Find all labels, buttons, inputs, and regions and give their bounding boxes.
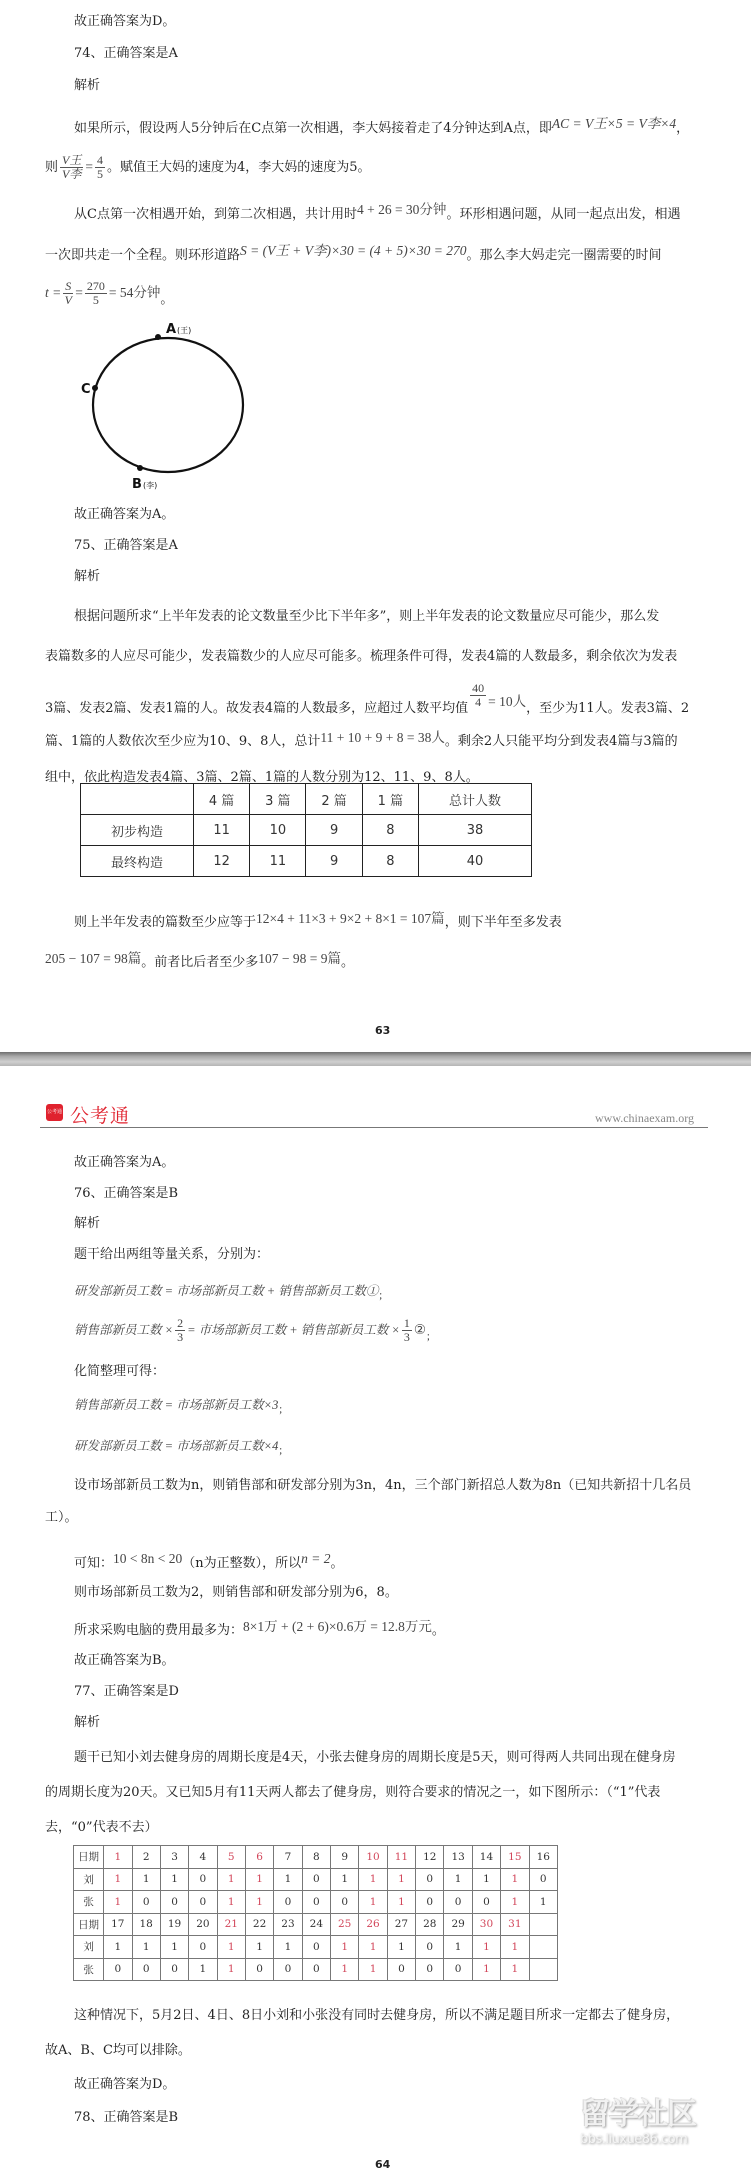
calendar-cell: 1	[274, 1868, 302, 1891]
paragraph-line: 根据问题所求“上半年发表的论文数量至少比下半年多”，则上半年发表的论文数量应尽可能少，那么发	[74, 609, 660, 624]
paragraph-line: 组中，依此构造发表4篇、3篇、2篇、1篇的人数分别为12、11、9、8人。	[45, 770, 479, 785]
calendar-cell: 1	[444, 1936, 472, 1959]
text: 一次即共走一个全程。则环形道路	[45, 248, 241, 263]
page-number: 63	[375, 1024, 391, 1037]
calendar-cell: 25	[331, 1913, 359, 1936]
numerator: 1	[403, 1316, 410, 1330]
gym-calendar-table	[73, 1845, 558, 1981]
formula: 4 + 26 = 30分钟	[356, 202, 447, 217]
calendar-cell: 0	[132, 1891, 160, 1914]
calendar-cell: 1	[104, 1846, 132, 1869]
equation-line	[74, 1438, 288, 1460]
calendar-cell: 0	[104, 1958, 132, 1981]
calendar-cell: 0	[444, 1958, 472, 1981]
calendar-cell: 12	[416, 1846, 444, 1869]
point-a	[155, 334, 161, 340]
denominator: 4	[475, 695, 482, 709]
paragraph-line	[74, 202, 680, 223]
analysis-label: 解析	[74, 1715, 101, 1730]
calendar-row-label: 日期	[74, 1846, 104, 1869]
calendar-cell	[529, 1958, 557, 1981]
calendar-cell: 22	[245, 1913, 273, 1936]
calendar-cell: 1	[217, 1958, 245, 1981]
table-row	[81, 846, 532, 877]
label-a-sub: (王)	[177, 326, 192, 335]
calendar-cell: 0	[416, 1936, 444, 1959]
calendar-cell: 1	[189, 1958, 217, 1981]
formula: 8×1万 + (2 + 6)×0.6万 = 12.8万元	[243, 1619, 432, 1634]
calendar-liu-row	[74, 1868, 558, 1891]
calendar-cell: 0	[160, 1958, 188, 1981]
calendar-cell	[529, 1936, 557, 1959]
calendar-cell: 1	[104, 1891, 132, 1914]
paragraph-line: 则 $\frac{\text{V王}}{\text{V李}}$ = $\frac{4}{5}$ 。赋值王大妈的速度为4，李大妈的速度为5。	[45, 153, 371, 181]
paragraph-line: 设市场部新员工数为n，则销售部和研发部分别为3n，4n，三个部门新招总人数为8n（已知共新招十几名员	[74, 1478, 692, 1493]
calendar-cell: 1	[331, 1958, 359, 1981]
calendar-cell: 20	[189, 1913, 217, 1936]
paragraph-line: 则市场部新员工数为2，则销售部和研发部分别为6，8。	[74, 1585, 398, 1600]
calendar-cell: 0	[189, 1891, 217, 1914]
calendar-zhang-row	[74, 1958, 558, 1981]
text: 则	[45, 160, 59, 175]
calendar-cell: 0	[416, 1868, 444, 1891]
table-cell: 11	[193, 815, 249, 846]
numerator: 2	[177, 1316, 184, 1330]
formula: n = 2	[301, 1551, 331, 1566]
calendar-cell: 1	[160, 1868, 188, 1891]
table-cell: 1 篇	[362, 784, 418, 815]
formula: = 54分钟	[108, 285, 161, 300]
calendar-cell: 1	[472, 1958, 500, 1981]
denominator: 5	[92, 293, 99, 307]
fraction	[85, 280, 107, 307]
calendar-cell: 14	[472, 1846, 500, 1869]
page-separator	[0, 1052, 751, 1066]
calendar-cell	[529, 1913, 557, 1936]
text: （n为正整数），所以	[182, 1556, 302, 1571]
calendar-cell: 0	[331, 1891, 359, 1914]
calendar-cell: 30	[472, 1913, 500, 1936]
formula-line: t = $\frac{S}{V}$ = $\frac{270}{5}$ = 54分钟。	[45, 279, 174, 307]
calendar-cell: 17	[104, 1913, 132, 1936]
calendar-cell: 6	[245, 1846, 273, 1869]
answer-line: 故正确答案为B。	[74, 1653, 175, 1668]
calendar-cell: 0	[472, 1891, 500, 1914]
calendar-cell: 11	[387, 1846, 415, 1869]
calendar-cell: 18	[132, 1913, 160, 1936]
table-cell: 2 篇	[306, 784, 362, 815]
calendar-cell: 1	[472, 1936, 500, 1959]
text: 。赋值王大妈的速度为4，李大妈的速度为5。	[106, 160, 371, 175]
calendar-cell: 5	[217, 1846, 245, 1869]
point-b	[137, 465, 143, 471]
paragraph-line: 的周期长度为20天。又已知5月有11天两人都去了健身房，则符合要求的情况之一，如下图所示：（“1”代表	[45, 1785, 661, 1800]
fraction	[470, 682, 486, 709]
calendar-cell: 0	[529, 1868, 557, 1891]
calendar-cell: 1	[132, 1868, 160, 1891]
calendar-cell: 0	[132, 1958, 160, 1981]
denominator: 3	[403, 1330, 410, 1344]
numerator: 270	[86, 279, 105, 293]
answer-line: 故正确答案为D。	[74, 14, 176, 29]
paragraph-line	[74, 1551, 344, 1572]
paragraph-line: 工）。	[45, 1510, 78, 1525]
label-c: C	[81, 382, 91, 397]
denominator: V李	[62, 167, 82, 181]
label-b: B	[132, 477, 142, 492]
numerator: 40	[472, 681, 485, 695]
calendar-cell: 1	[529, 1891, 557, 1914]
table-cell: 38	[419, 815, 532, 846]
calendar-cell: 2	[132, 1846, 160, 1869]
calendar-cell: 1	[501, 1868, 529, 1891]
paragraph-line	[45, 730, 678, 750]
analysis-label: 解析	[74, 569, 101, 584]
text: ；	[378, 1291, 389, 1302]
formula: 销售部新员工数 ×	[74, 1323, 174, 1337]
formula: ②	[413, 1322, 426, 1337]
label-a: A	[166, 322, 177, 337]
text: 可知：	[74, 1556, 114, 1571]
paragraph-line	[74, 911, 562, 931]
numerator: S	[65, 279, 72, 293]
paragraph-line: 故A、B、C均可以排除。	[45, 2043, 191, 2058]
calendar-cell: 1	[387, 1936, 415, 1959]
calendar-cell: 0	[274, 1958, 302, 1981]
text: 。前者比后者至少多	[141, 955, 259, 970]
fraction	[175, 1317, 185, 1344]
calendar-cell: 26	[359, 1913, 387, 1936]
paragraph-line	[45, 951, 354, 971]
watermark	[580, 2098, 745, 2158]
calendar-cell: 1	[274, 1936, 302, 1959]
calendar-cell: 9	[331, 1846, 359, 1869]
table-cell: 11	[250, 846, 306, 877]
table-cell: 12	[193, 846, 249, 877]
text: 则上半年发表的篇数至少应等于	[74, 915, 257, 930]
logo-text: 公考通	[70, 1105, 131, 1127]
formula: 11 + 10 + 9 + 8 = 38人	[320, 730, 445, 745]
calendar-cell: 1	[387, 1868, 415, 1891]
calendar-cell: 1	[359, 1936, 387, 1959]
calendar-cell: 1	[217, 1891, 245, 1914]
calendar-cell: 1	[217, 1868, 245, 1891]
text: 所求采购电脑的费用最多为：	[74, 1623, 244, 1638]
page-number: 64	[375, 2158, 391, 2171]
calendar-cell: 23	[274, 1913, 302, 1936]
calendar-cell: 13	[444, 1846, 472, 1869]
analysis-label: 解析	[74, 78, 101, 93]
calendar-cell: 0	[302, 1868, 330, 1891]
text: ，	[676, 121, 690, 136]
point-c	[92, 385, 98, 391]
calendar-cell: 1	[472, 1868, 500, 1891]
table-cell: 4 篇	[193, 784, 249, 815]
question-title: 75、正确答案是A	[74, 538, 178, 553]
table-cell: 最终构造	[81, 846, 194, 877]
calendar-cell: 24	[302, 1913, 330, 1936]
formula: 12×4 + 11×3 + 9×2 + 8×1 = 107篇	[256, 911, 445, 926]
formula: AC = V王×5 = V李×4	[551, 116, 677, 131]
calendar-cell: 19	[160, 1913, 188, 1936]
text: 。	[340, 955, 354, 970]
text: 。	[431, 1623, 445, 1638]
calendar-cell: 29	[444, 1913, 472, 1936]
formula: t =	[45, 285, 62, 300]
equation-line	[74, 1315, 436, 1353]
calendar-cell: 1	[104, 1868, 132, 1891]
calendar-date-row	[74, 1846, 558, 1869]
calendar-cell: 0	[302, 1891, 330, 1914]
paragraph-line: 题干已知小刘去健身房的周期长度是4天，小张去健身房的周期长度是5天，则可得两人共同出现在健身房	[74, 1750, 676, 1765]
calendar-cell: 16	[529, 1846, 557, 1869]
calendar-row-label: 日期	[74, 1913, 104, 1936]
label-b-sub: (李)	[143, 481, 158, 490]
denominator: 5	[96, 167, 103, 181]
calendar-date-row	[74, 1913, 558, 1936]
calendar-cell: 28	[416, 1913, 444, 1936]
text: 从C点第一次相遇开始，到第二次相遇，共计用时	[74, 207, 357, 222]
equation-line	[74, 1283, 388, 1305]
text: 。	[160, 292, 174, 307]
watermark-url: bbs.liuxue86.com	[580, 2132, 688, 2147]
denominator: 3	[177, 1330, 184, 1344]
calendar-cell: 8	[302, 1846, 330, 1869]
calendar-cell: 1	[132, 1936, 160, 1959]
calendar-cell: 1	[245, 1891, 273, 1914]
header-url: www.chinaexam.org	[595, 1111, 694, 1125]
calendar-cell: 7	[274, 1846, 302, 1869]
calendar-cell: 1	[444, 1868, 472, 1891]
calendar-row-label: 张	[74, 1891, 104, 1914]
calendar-cell: 1	[359, 1868, 387, 1891]
calendar-cell: 0	[387, 1958, 415, 1981]
calendar-cell: 1	[331, 1868, 359, 1891]
paragraph-line	[45, 682, 689, 724]
analysis-label: 解析	[74, 1216, 101, 1231]
question-title: 78、正确答案是B	[74, 2110, 179, 2125]
formula: = 市场部新员工数 + 销售部新员工数 ×	[187, 1323, 400, 1337]
table-cell: 初步构造	[81, 815, 194, 846]
calendar-cell: 0	[160, 1891, 188, 1914]
calendar-cell: 1	[331, 1936, 359, 1959]
formula: S = (V王 + V李)×30 = (4 + 5)×30 = 270	[240, 243, 467, 258]
formula: 销售部新员工数 = 市场部新员工数×3	[74, 1398, 279, 1412]
text: 。	[330, 1556, 344, 1571]
text: ；	[278, 1405, 289, 1416]
fraction	[60, 154, 83, 181]
paragraph-line	[45, 243, 662, 264]
calendar-cell: 0	[274, 1891, 302, 1914]
answer-line: 故正确答案为D。	[74, 2077, 176, 2092]
calendar-cell: 1	[217, 1936, 245, 1959]
text: ；	[278, 1446, 289, 1457]
numerator: 4	[96, 153, 103, 167]
calendar-liu-row	[74, 1936, 558, 1959]
calendar-cell: 0	[245, 1958, 273, 1981]
text: 如果所示，假设两人5分钟后在C点第一次相遇，李大妈接着走了4分钟达到A点，即	[74, 121, 552, 136]
calendar-cell: 0	[444, 1891, 472, 1914]
paragraph-line: 表篇数多的人应尽可能少，发表篇数少的人应尽可能多。梳理条件可得，发表4篇的人数最多，剩余依次为发表	[45, 649, 678, 664]
calendar-cell: 0	[189, 1868, 217, 1891]
answer-line: 故正确答案为A。	[74, 507, 175, 522]
calendar-cell: 10	[359, 1846, 387, 1869]
text: ，则下半年至多发表	[444, 915, 562, 930]
question-title: 74、正确答案是A	[74, 46, 178, 61]
table-cell	[81, 784, 194, 815]
calendar-cell: 0	[416, 1958, 444, 1981]
paragraph-line	[74, 1619, 445, 1639]
calendar-cell: 15	[501, 1846, 529, 1869]
text: 。环形相遇问题，从同一起点出发，相遇	[446, 207, 681, 222]
calendar-cell: 21	[217, 1913, 245, 1936]
calendar-row-label: 刘	[74, 1936, 104, 1959]
construction-table	[80, 783, 532, 877]
calendar-cell: 27	[387, 1913, 415, 1936]
formula: 研发部新员工数 = 市场部新员工数×4	[74, 1439, 279, 1453]
formula: 研发部新员工数 = 市场部新员工数 + 销售部新员工数①	[74, 1284, 379, 1298]
formula: = 10人	[488, 694, 527, 709]
text: ，至少为11人。发表3篇、2	[526, 701, 690, 716]
table-cell: 总计人数	[419, 784, 532, 815]
text: 。剩余2人只能平均分到发表4篇与3篇的	[444, 734, 678, 749]
formula: 107 − 98 = 9篇	[258, 951, 341, 966]
header-divider	[40, 1127, 708, 1128]
calendar-cell: 0	[302, 1958, 330, 1981]
calendar-cell: 3	[160, 1846, 188, 1869]
question-title: 76、正确答案是B	[74, 1186, 179, 1201]
formula: 10 < 8n < 20	[113, 1551, 183, 1566]
formula: 205 − 107 = 98篇	[45, 951, 142, 966]
table-cell: 9	[306, 846, 362, 877]
text: 3篇、发表2篇、发表1篇的人。故发表4篇的人数最多，应超过人数平均值	[45, 701, 469, 716]
paragraph-line: 化简整理可得：	[74, 1364, 166, 1379]
fraction	[95, 154, 105, 181]
calendar-cell: 1	[387, 1891, 415, 1914]
fraction	[63, 280, 73, 307]
logo-icon: 公考通	[46, 1104, 63, 1121]
table-cell: 3 篇	[250, 784, 306, 815]
circle-track-diagram	[60, 315, 260, 505]
equation-line	[74, 1397, 288, 1419]
question-title: 77、正确答案是D	[74, 1684, 179, 1699]
table-cell: 10	[250, 815, 306, 846]
paragraph-line: 这种情况下，5月2日、4日、8日小刘和小张没有同时去健身房，所以不满足题目所求一定都去了健身房，	[74, 2008, 680, 2023]
watermark-title: 留学社区	[580, 2097, 696, 2132]
calendar-cell: 1	[501, 1936, 529, 1959]
calendar-row-label: 张	[74, 1958, 104, 1981]
track-circle	[93, 338, 243, 472]
calendar-cell: 1	[359, 1891, 387, 1914]
calendar-cell: 0	[302, 1936, 330, 1959]
calendar-zhang-row	[74, 1891, 558, 1914]
table-cell: 9	[306, 815, 362, 846]
text: 篇、1篇的人数依次至少应为10、9、8人，总计	[45, 734, 321, 749]
calendar-cell: 31	[501, 1913, 529, 1936]
calendar-cell: 0	[189, 1936, 217, 1959]
table-row	[81, 815, 532, 846]
table-cell: 40	[419, 846, 532, 877]
paragraph-line: 去，“0”代表不去）	[45, 1820, 158, 1835]
calendar-cell: 1	[160, 1936, 188, 1959]
calendar-cell: 1	[245, 1868, 273, 1891]
calendar-cell: 1	[245, 1936, 273, 1959]
numerator: V王	[62, 153, 82, 167]
calendar-row-label: 刘	[74, 1868, 104, 1891]
calendar-cell: 0	[416, 1891, 444, 1914]
denominator: V	[64, 293, 72, 307]
calendar-cell: 1	[359, 1958, 387, 1981]
fraction	[402, 1317, 412, 1344]
answer-line: 故正确答案为A。	[74, 1155, 175, 1170]
text: 。那么李大妈走完一圈需要的时间	[466, 248, 662, 263]
table-cell: 8	[362, 815, 418, 846]
calendar-cell: 1	[501, 1958, 529, 1981]
paragraph-line: 题干给出两组等量关系，分别为：	[74, 1247, 270, 1262]
table-header-row	[81, 784, 532, 815]
calendar-cell: 1	[501, 1891, 529, 1914]
table-cell: 8	[362, 846, 418, 877]
calendar-cell: 4	[189, 1846, 217, 1869]
calendar-cell: 1	[104, 1936, 132, 1959]
paragraph-line	[74, 116, 689, 137]
text: ；	[425, 1332, 436, 1343]
